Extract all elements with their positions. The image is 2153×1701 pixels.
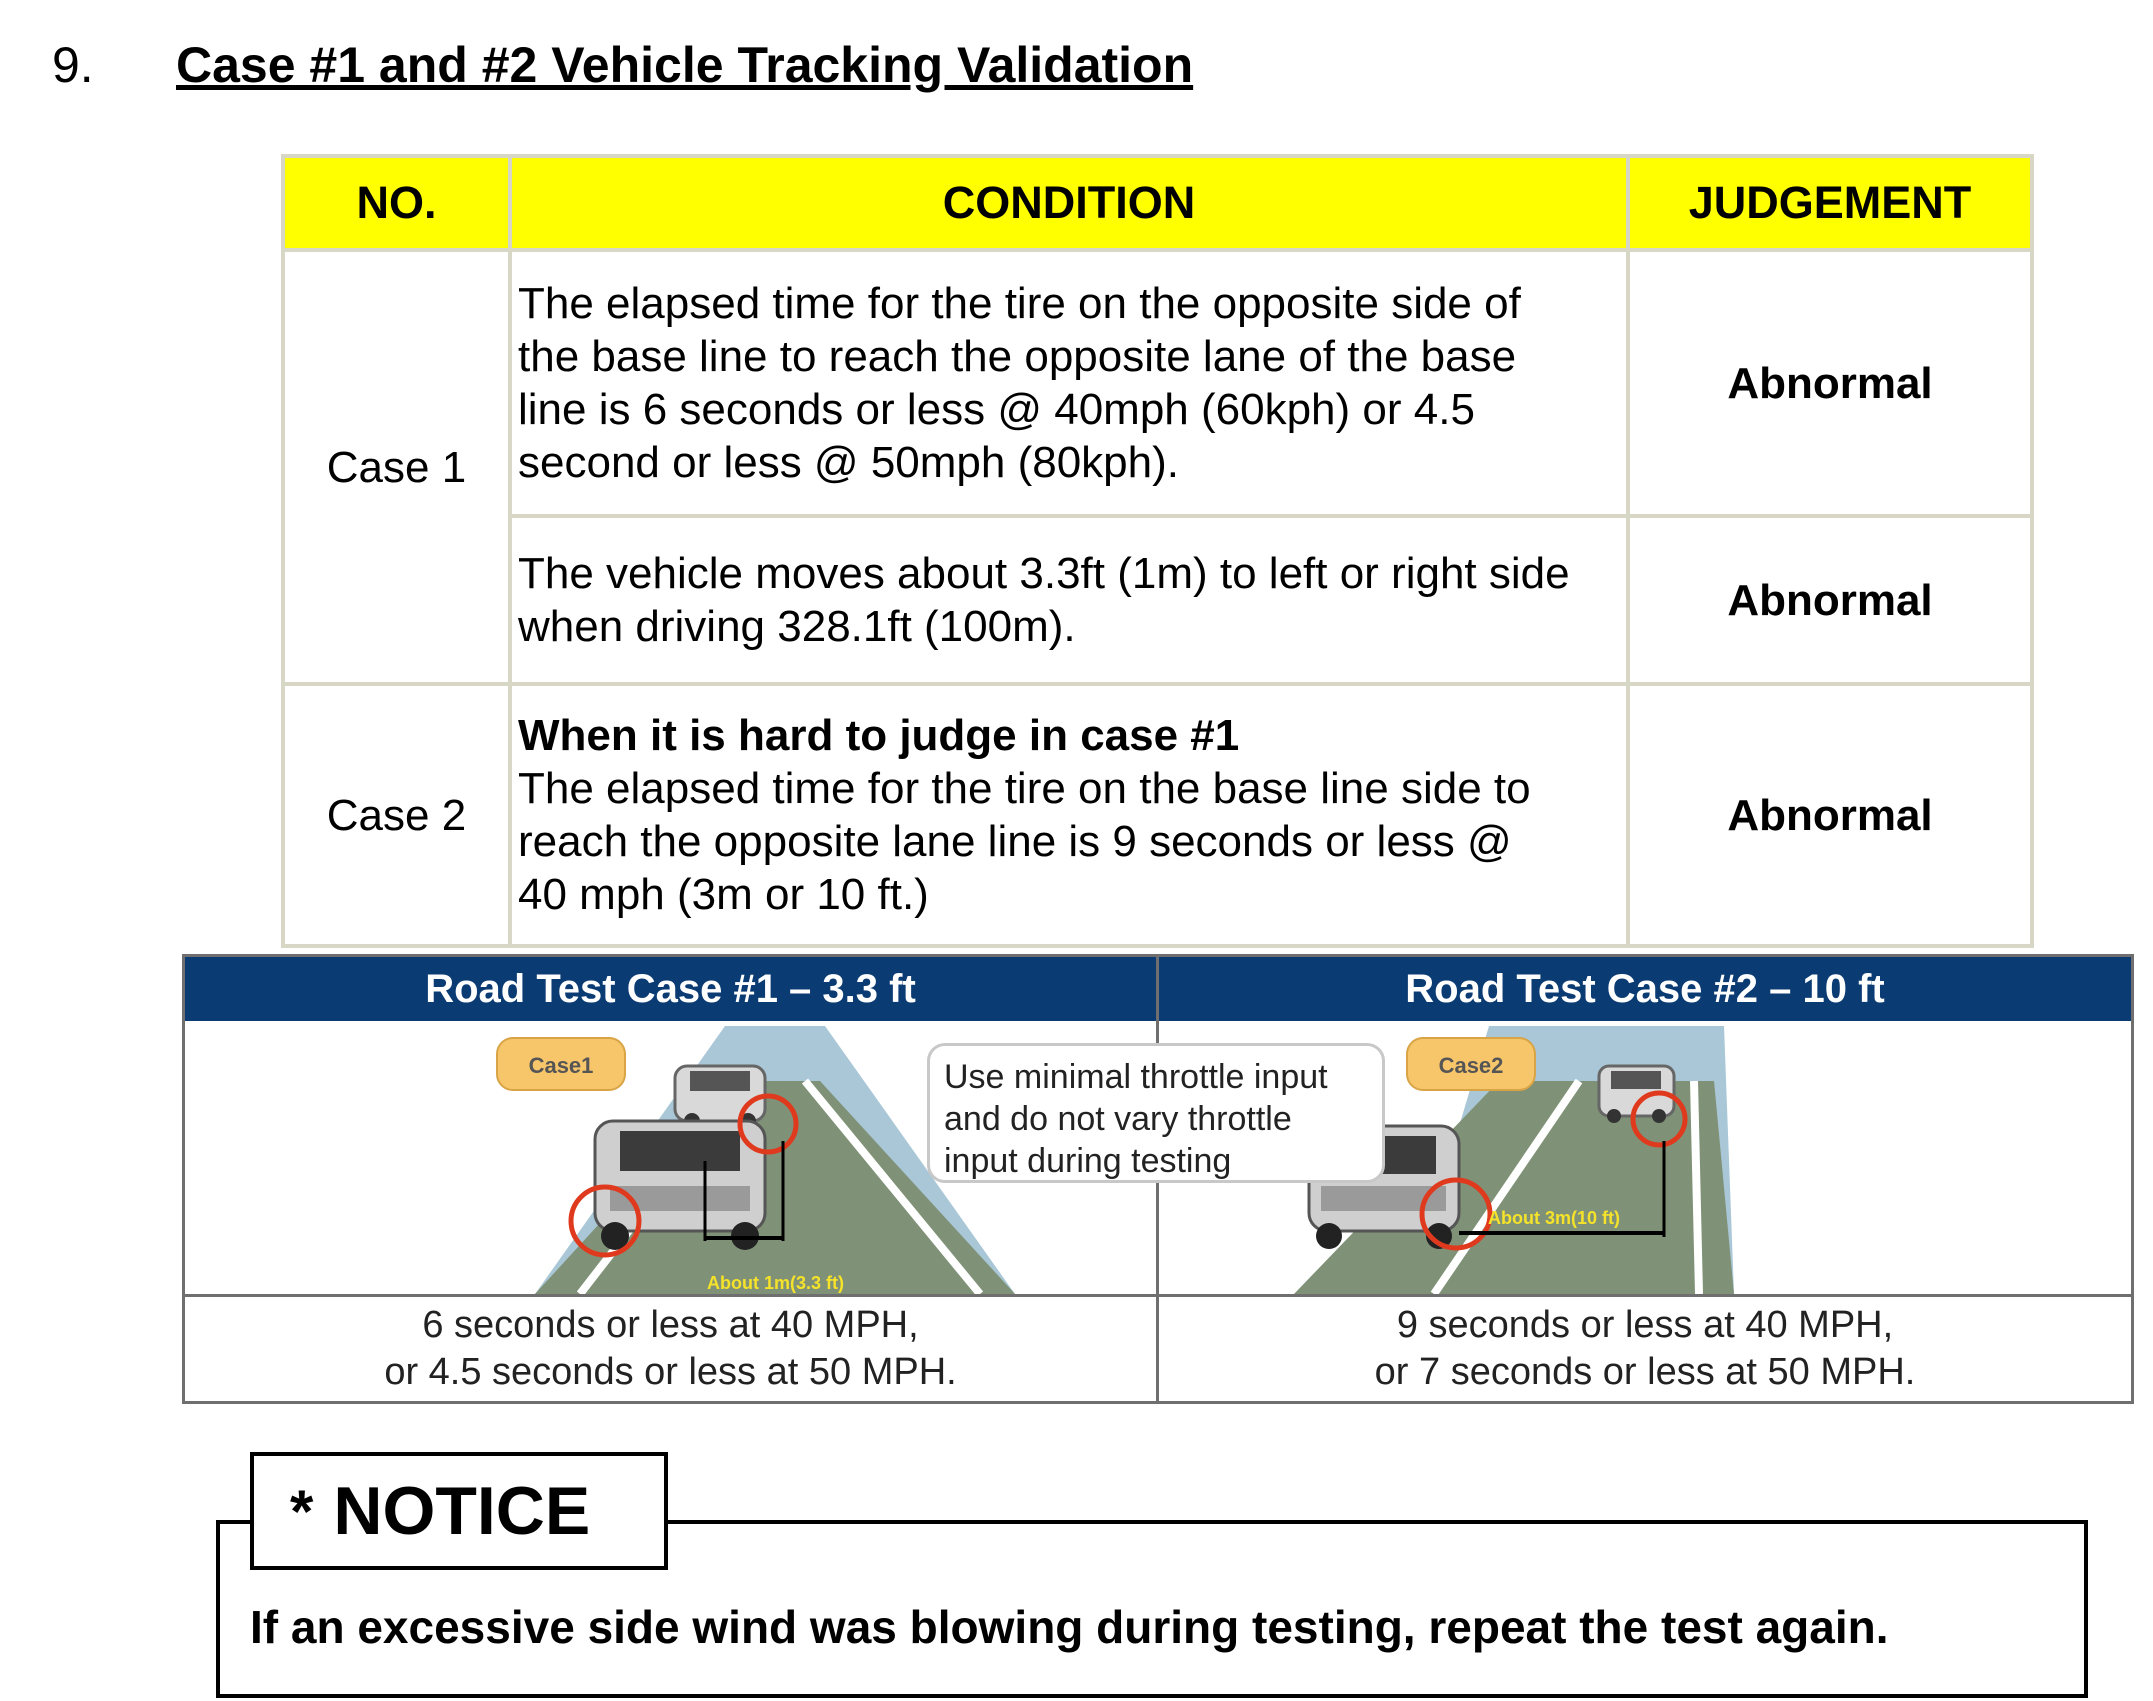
condition-line: 40 mph (3m or 10 ft.) xyxy=(518,870,929,919)
car-icon xyxy=(595,1121,765,1250)
condition-line: reach the opposite lane line is 9 seconds or less @ xyxy=(518,817,1512,866)
header-condition: CONDITION xyxy=(510,156,1628,250)
throttle-tip-callout xyxy=(927,1043,1385,1183)
case2-badge xyxy=(1407,1038,1535,1090)
table-row xyxy=(283,684,2032,946)
notice-title: NOTICE xyxy=(333,1473,591,1549)
table-header-row xyxy=(283,156,2032,250)
section-number: 9. xyxy=(52,37,94,93)
road-test-panel xyxy=(182,954,2134,1404)
star-icon: * xyxy=(290,1477,314,1545)
case1-condition-2 xyxy=(510,516,1628,684)
tip-line: and do not vary throttle xyxy=(944,1100,1292,1138)
caption-line: or 4.5 seconds or less at 50 MPH. xyxy=(384,1351,957,1393)
condition-bold-line: When it is hard to judge in case #1 xyxy=(518,711,1240,760)
case1-judgement-1: Abnormal xyxy=(1628,250,2032,516)
road-test-case2-title: Road Test Case #2 – 10 ft xyxy=(1159,957,2131,1021)
case1-condition-1 xyxy=(510,250,1628,516)
header-no: NO. xyxy=(283,156,510,250)
caption-line: 6 seconds or less at 40 MPH, xyxy=(422,1304,919,1346)
condition-line: the base line to reach the opposite lane of the base xyxy=(518,332,1517,381)
condition-line: The elapsed time for the tire on the opposite side of xyxy=(518,279,1521,328)
case2-badge-label: Case2 xyxy=(1438,1053,1504,1078)
condition-line: line is 6 seconds or less @ 40mph (60kph) or 4.5 xyxy=(518,385,1475,434)
case2-label: Case 2 xyxy=(283,684,510,946)
case2-caption xyxy=(1159,1297,2131,1401)
case1-judgement-2: Abnormal xyxy=(1628,516,2032,684)
case2-condition xyxy=(510,684,1628,946)
case1-caption xyxy=(185,1297,1156,1401)
case1-measure-label: About 1m(3.3 ft) xyxy=(707,1273,844,1293)
condition-line: second or less @ 50mph (80kph). xyxy=(518,438,1179,487)
judgement-table xyxy=(281,154,2034,948)
table-row xyxy=(283,516,2032,684)
condition-line: The vehicle moves about 3.3ft (1m) to left or right side xyxy=(518,549,1570,598)
lane-line-right xyxy=(1694,1081,1699,1294)
case1-badge xyxy=(497,1038,625,1090)
caption-line: or 7 seconds or less at 50 MPH. xyxy=(1374,1351,1916,1393)
case1-badge-label: Case1 xyxy=(528,1053,594,1078)
section-title: Case #1 and #2 Vehicle Tracking Validation xyxy=(176,37,1194,93)
tip-line: input during testing xyxy=(944,1142,1232,1180)
case2-measure-label: About 3m(10 ft) xyxy=(1488,1208,1620,1228)
header-judgement: JUDGEMENT xyxy=(1628,156,2032,250)
condition-line: The elapsed time for the tire on the base line side to xyxy=(518,764,1531,813)
tip-line: Use minimal throttle input xyxy=(944,1058,1328,1096)
caption-line: 9 seconds or less at 40 MPH, xyxy=(1396,1304,1894,1346)
road-test-case1-title: Road Test Case #1 – 3.3 ft xyxy=(185,957,1156,1021)
case2-judgement: Abnormal xyxy=(1628,684,2032,946)
table-row xyxy=(283,250,2032,516)
condition-line: when driving 328.1ft (100m). xyxy=(518,602,1076,651)
case1-label: Case 1 xyxy=(283,250,510,684)
notice-tab xyxy=(250,1452,668,1570)
notice-text: If an excessive side wind was blowing during testing, repeat the test again. xyxy=(250,1601,1889,1653)
